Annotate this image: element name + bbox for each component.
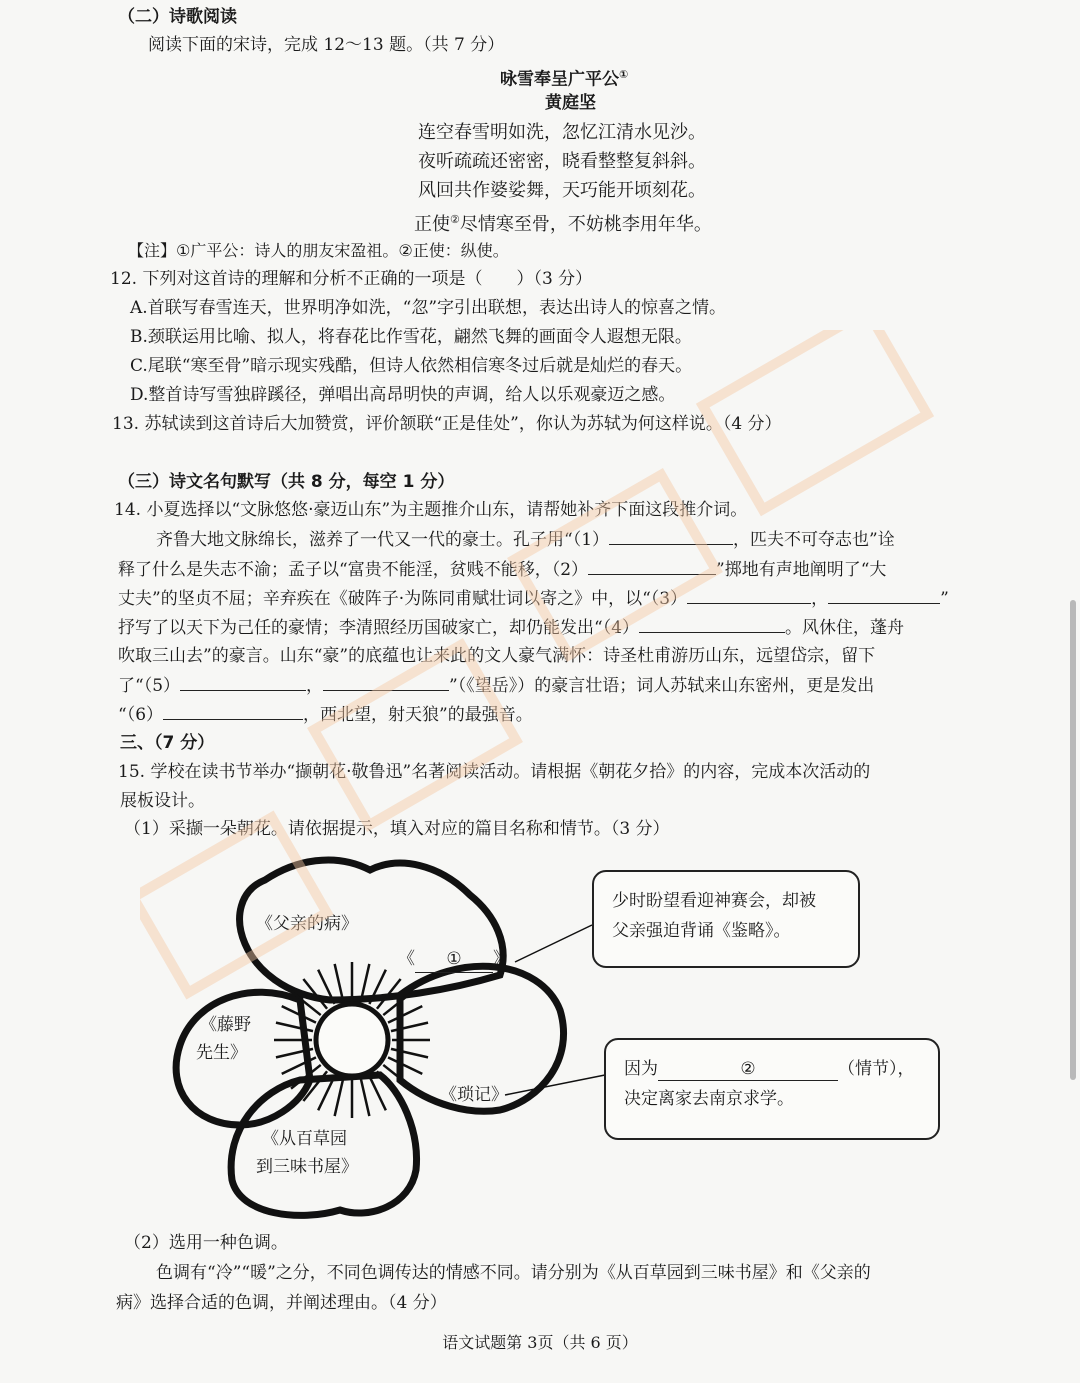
flower-center [316, 1004, 388, 1076]
question-15-sub1: （1）采撷一朵朝花。请依据提示，填入对应的篇目名称和情节。（3 分） [124, 819, 670, 839]
poem-line: 夜听疏疏还密密，晓看整整复斜斜。 [418, 151, 706, 172]
question-15-sub2: （2）选用一种色调。 [124, 1233, 288, 1253]
poem-line: 连空春雪明如洗，忽忆江清水见沙。 [418, 122, 706, 143]
poem-author: 黄庭坚 [545, 93, 596, 113]
section-heading-poetry: （二）诗歌阅读 [118, 7, 237, 27]
fill-paragraph-line: 抒写了以天下为己任的豪情；李清照经历国破家亡，却仍能发出“（4） 。风休住，蓬舟 [118, 618, 905, 638]
question-15-stem: 15. 学校在读书节举办“撷朝花·敬鲁迅”名著阅读活动。请根据《朝花夕拾》的内容，完成本次活动的 [118, 762, 871, 782]
page-footer: 语文试题第 3页（共 6 页） [442, 1333, 638, 1352]
petal-label-baicao: 到三味书屋》 [256, 1157, 358, 1177]
petal-label-father: 《父亲的病》 [256, 914, 358, 934]
blank-1-underline: ① [415, 946, 493, 973]
petal-label-fujino: 《藤野 [200, 1015, 251, 1035]
blank-2-underline[interactable]: ② [658, 1058, 838, 1081]
section-heading-recitation: （三）诗文名句默写（共 8 分，每空 1 分） [118, 472, 455, 492]
poem-title: 咏雪奉呈广平公① [500, 68, 629, 90]
fill-paragraph-line: 吹取三山去”的豪言。山东“豪”的底蕴也让来此的文人豪气满怀：诗圣杜甫游历山东，远望岱宗，留下 [118, 646, 876, 666]
scrollbar[interactable] [1070, 600, 1076, 1080]
flower-ray [276, 1023, 313, 1031]
question-12-option: B.颈联运用比喻、拟人，将春花比作雪花，翩然飞舞的画面令人遐想无限。 [130, 327, 692, 347]
footnote-marker: ② [450, 213, 460, 226]
callout-box-2 [604, 1038, 940, 1140]
question-14-stem: 14. 小夏选择以“文脉悠悠·豪迈山东”为主题推介山东，请帮她补齐下面这段推介词。 [114, 500, 748, 520]
question-15-sub2-text: 色调有“冷”“暖”之分，不同色调传达的情感不同。请分别为《从百草园到三味书屋》和《父亲的 [156, 1263, 871, 1283]
poem-note: 【注】①广平公：诗人的朋友宋盈祖。②正使：纵使。 [128, 241, 509, 260]
connector-line [515, 925, 592, 962]
connector-line [505, 1075, 605, 1095]
fill-paragraph-line: 了“（5） ， ”（《望岳》）的豪言壮语；词人苏轼来山东密州，更是发出 [118, 676, 875, 696]
petal-label-blank-1[interactable]: 《 ① 》 [398, 946, 510, 973]
fill-paragraph-line: “（6） ，西北望，射天狼”的最强音。 [118, 705, 533, 725]
callout-text: 少时盼望看迎神赛会，却被 [612, 891, 816, 911]
question-15-stem: 展板设计。 [120, 791, 205, 811]
callout-text: 因为 ② （情节）， [624, 1059, 915, 1079]
question-13-stem: 13. 苏轼读到这首诗后大加赞赏，评价颔联“正是佳处”，你认为苏轼为何这样说。（4 分） [112, 414, 782, 434]
poem-line: 正使②尽情寒至骨，不妨桃李用年华。 [414, 213, 712, 235]
fill-paragraph-line: 齐鲁大地文脉绵长，滋养了一代又一代的豪士。孔子用“（1） ，匹夫不可夺志也”诠 [156, 530, 895, 550]
question-12-option: D.整首诗写雪独辟蹊径，弹唱出高昂明快的声调，给人以乐观豪迈之感。 [130, 385, 676, 405]
fill-paragraph-line: 释了什么是失志不渝；孟子以“富贵不能淫，贫贱不能移，（2） ”掷地有声地阐明了“大 [118, 560, 887, 580]
poem-line: 风回共作婆娑舞，天巧能开顷刻花。 [418, 180, 706, 201]
fill-paragraph-line: 丈夫”的坚贞不屈；辛弃疾在《破阵子·为陈同甫赋壮词以寄之》中，以“（3） ， ” [118, 589, 949, 609]
section-heading-part-three: 三、（7 分） [120, 733, 215, 753]
section-instruction: 阅读下面的宋诗，完成 12～13 题。（共 7 分） [148, 35, 505, 55]
question-15-sub2-text: 病》选择合适的色调，并阐述理由。（4 分） [116, 1293, 447, 1313]
flower-ray [335, 964, 343, 1001]
petal-label-fujino: 先生》 [196, 1043, 247, 1063]
question-12-stem: 12. 下列对这首诗的理解和分析不正确的一项是（ ）（3 分） [110, 269, 593, 289]
flower-ray [335, 1079, 343, 1116]
petal-label-suoji: 《琐记》 [440, 1085, 508, 1105]
flower-ray [361, 1079, 369, 1116]
callout-text: 决定离家去南京求学。 [624, 1089, 794, 1109]
footnote-marker: ① [619, 68, 629, 81]
petal-label-baicao: 《从百草园 [262, 1129, 347, 1149]
callout-text: 父亲强迫背诵《鉴略》。 [612, 921, 791, 941]
callout-box-1 [592, 870, 860, 968]
question-12-option: A.首联写春雪连天，世界明净如洗，“忽”字引出联想，表达出诗人的惊喜之情。 [130, 298, 727, 318]
question-12-option: C.尾联“寒至骨”暗示现实残酷，但诗人依然相信寒冬过后就是灿烂的春天。 [130, 356, 693, 376]
